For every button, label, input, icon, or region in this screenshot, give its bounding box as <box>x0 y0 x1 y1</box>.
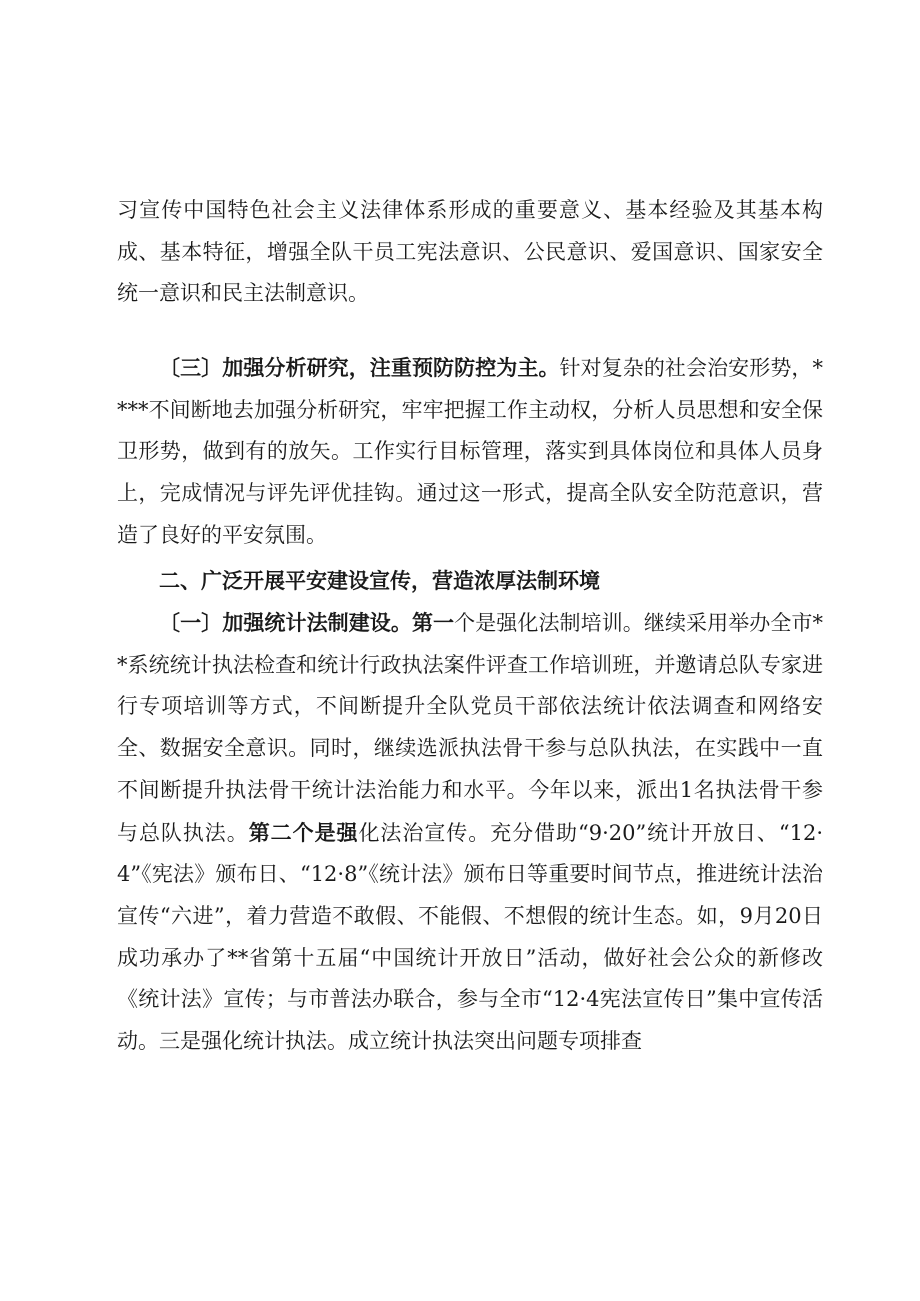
lead-second: 第二个是强 <box>248 819 359 845</box>
section-heading-one: 〔一〕加强统计法制建设。 <box>159 610 412 635</box>
paragraph-law-education-text: 习宣传中国特色社会主义法律体系形成的重要意义、基本经验及其基本构成、基本特征，增强全队干员工宪法意识、公民意识、爱国意识、国家安全统一意识和民主法制意识。 <box>117 198 823 306</box>
section-heading-two: 二、广泛开展平安建设宣传，营造浓厚法制环境 <box>159 568 600 593</box>
paragraph-statistics-law-body <box>117 602 823 1063</box>
paragraph-statistics-law <box>117 602 823 1063</box>
lead-first: 第一 <box>411 610 455 635</box>
section-heading-two-block <box>117 560 823 602</box>
paragraph-law-education <box>117 190 823 315</box>
section-heading-three: 〔三〕加强分析研究，注重预防防控为主。 <box>159 355 560 380</box>
paragraph-statistics-law-text-1: 个是强化法制培训。继续采用举办全市**系统统计执法检查和统计行政执法案件评查工作培训班，并邀请总队专家进行专项培训等方式，不间断提升全队党员干部依法统计依法调查和网络安全、数据安全意识。同时，继续选派执法骨干参与总队执法，在实践中一直不间断提升执法骨干统计法治能力和水平。今年以来，派出1名执法骨干参与总队执法。 <box>117 611 824 845</box>
paragraph-analysis-research-text: 针对复杂的社会治安形势，****不间断地去加强分析研究，牢牢把握工作主动权，分析人员思想和安全保卫形势，做到有的放矢。工作实行目标管理，落实到具体岗位和具体人员身上，完成情况与评先评优挂钩。通过这一形式，提高全队安全防范意识，营造了良好的平安氛围。 <box>117 356 823 547</box>
paragraph-analysis-research-body <box>117 347 823 557</box>
paragraph-analysis-research <box>117 347 823 557</box>
paragraph-statistics-law-text-2: 化法治宣传。充分借助“9·20”统计开放日、“12·4”《宪法》颁布日、“12·8”《统计法》颁布日等重要时间节点，推进统计法治宣传“六进”，着力营造不敢假、不能假、不想假的统计生态。如，9月20日成功承办了**省第十五届“中国统计开放日”活动，做好社会公众的新修改《统计法》宣传；与市普法办联合，参与全市“12·4宪法宣传日”集中宣传活动。三是强化统计执法。成立统计执法突出问题专项排查 <box>117 820 824 1054</box>
